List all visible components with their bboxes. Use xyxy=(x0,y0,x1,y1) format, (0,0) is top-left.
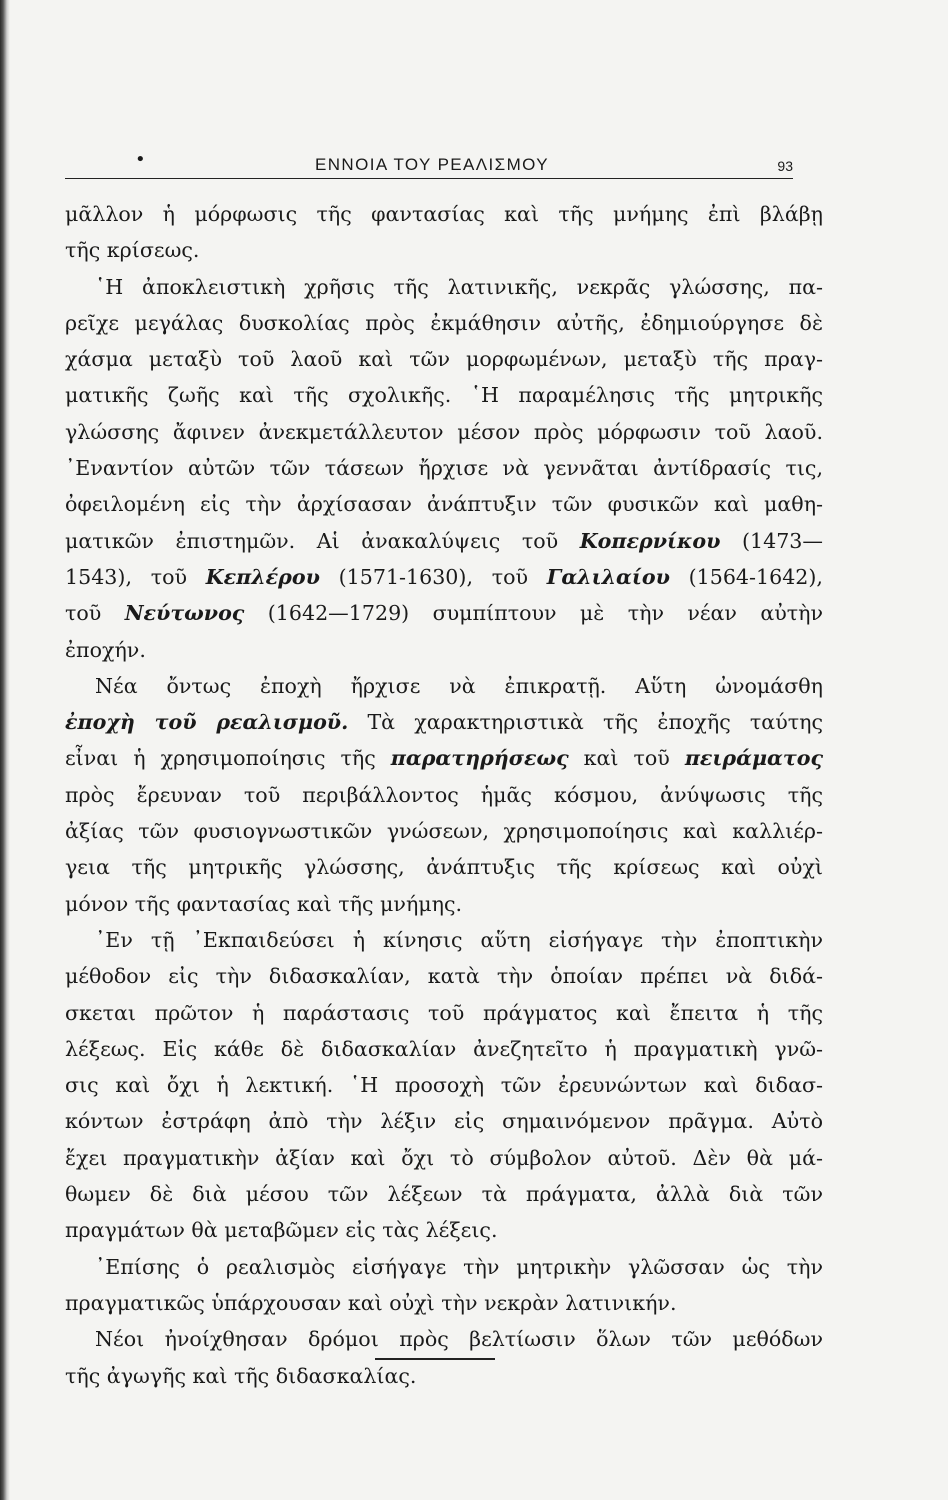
name-galileo: Γαλιλαίου xyxy=(546,564,670,589)
text-line: ᾿Εν τῇ ᾿Εκπαιδεύσει ἡ κίνησις αὕτη εἰσήγαγε τὴν ἐποπτικὴν xyxy=(95,927,823,952)
text-line: σις καὶ ὄχι ἡ λεκτική. ῾Η προσοχὴ τῶν ἐρευνώντων καὶ διδασ- xyxy=(65,1073,823,1098)
text-line: κόντων ἐστράφη ἀπὸ τὴν λέξιν εἰς σημαινόμενον πρᾶγμα. Αὐτὸ xyxy=(65,1109,823,1134)
text-line: μᾶλλον ἡ μόρφωσις τῆς φαντασίας καὶ τῆς μνήμης ἐπὶ βλάβῃ xyxy=(65,202,823,226)
text-line: λέξεως. Εἰς κάθε δὲ διδασκαλίαν ἀνεζητεῖτο ἡ πραγματικὴ γνῶ- xyxy=(65,1036,823,1061)
text-run: (1642—1729) συμπίπτουν μὲ τὴν νέαν αὐτὴν xyxy=(244,601,823,626)
text-line xyxy=(65,740,823,776)
body-text xyxy=(65,196,823,1394)
text-line: χάσμα μεταξὺ τοῦ λαοῦ καὶ τῶν μορφωμένων, μεταξὺ τῆς πραγ- xyxy=(65,347,823,372)
text-run: εἶναι ἡ χρησιμοποίησις τῆς xyxy=(65,746,391,771)
running-title: ΕΝΝΟΙΑ ΤΟΥ ΡΕΑΛΙΣΜΟΥ xyxy=(315,155,549,174)
text-line: μέθοδον εἰς τὴν διδασκαλίαν, κατὰ τὴν ὁποίαν πρέπει νὰ διδά- xyxy=(65,964,823,989)
text-line: ματικῆς ζωῆς καὶ τῆς σχολικῆς. ῾Η παραμέλησις τῆς μητρικῆς xyxy=(65,383,823,408)
text-line: ὀφειλομένη εἰς τὴν ἀρχίσασαν ἀνάπτυξιν τῶν φυσικῶν καὶ μαθη- xyxy=(65,492,823,517)
header-dot: • xyxy=(135,149,146,170)
header-rule xyxy=(65,178,793,179)
text-line xyxy=(65,595,823,631)
page-header xyxy=(65,150,793,180)
text-line: τῆς κρίσεως. xyxy=(65,238,200,263)
text-run: (1571-1630), τοῦ xyxy=(319,564,547,589)
term-observation: παρατηρήσεως xyxy=(390,746,569,771)
text-line: ἔχει πραγματικὴν ἀξίαν καὶ ὄχι τὸ σύμβολον αὐτοῦ. Δὲν θὰ μά- xyxy=(65,1145,823,1170)
text-line: ρεῖχε μεγάλας δυσκολίας πρὸς ἐκμάθησιν αὐτῆς, ἐδημιούργησε δὲ xyxy=(65,310,823,335)
text-run: (1473— xyxy=(720,528,823,553)
text-line: ἐποχήν. xyxy=(65,637,146,662)
text-line xyxy=(65,704,823,740)
text-line: γεια τῆς μητρικῆς γλώσσης, ἀνάπτυξις τῆς κρίσεως καὶ οὐχὶ xyxy=(65,855,823,880)
section-end-rule xyxy=(375,1358,495,1360)
text-run: τοῦ xyxy=(65,601,125,626)
text-line: πρὸς ἔρευναν τοῦ περιβάλλοντος ἡμᾶς κόσμου, ἀνύψωσις τῆς xyxy=(65,782,823,807)
name-kepler: Κεπλέρου xyxy=(205,564,320,589)
text-run: ματικῶν ἐπιστημῶν. Αἱ ἀνακαλύψεις τοῦ xyxy=(65,528,580,553)
text-run: καὶ τοῦ xyxy=(568,746,685,771)
text-line: ᾿Εναντίον αὐτῶν τῶν τάσεων ἤρχισε νὰ γεννᾶται ἀντίδρασίς τις, xyxy=(65,456,823,481)
text-line: ῾Η ἀποκλειστικὴ χρῆσις τῆς λατινικῆς, νεκρᾶς γλώσσης, πα- xyxy=(95,274,823,299)
text-line: τῆς ἀγωγῆς καὶ τῆς διδασκαλίας. xyxy=(65,1363,417,1388)
text-run: 1543), τοῦ xyxy=(65,564,206,589)
text-line: πραγματικῶς ὑπάρχουσαν καὶ οὐχὶ τὴν νεκρὰν λατινικήν. xyxy=(65,1290,677,1315)
text-line: Νέα ὄντως ἐποχὴ ἤρχισε νὰ ἐπικρατῇ. Αὕτη ὠνομάσθη xyxy=(95,673,823,698)
page-number: 93 xyxy=(777,158,793,174)
text-line: ᾿Επίσης ὁ ρεαλισμὸς εἰσήγαγε τὴν μητρικὴν γλῶσσαν ὡς τὴν xyxy=(95,1254,823,1279)
page-binding-edge xyxy=(0,0,10,1500)
text-line: θωμεν δὲ διὰ μέσου τῶν λέξεων τὰ πράγματα, ἀλλὰ διὰ τῶν xyxy=(65,1182,823,1207)
term-experiment: πειράματος xyxy=(684,746,823,771)
text-line: Νέοι ἠνοίχθησαν δρόμοι πρὸς βελτίωσιν ὅλων τῶν μεθόδων xyxy=(95,1327,823,1352)
name-newton: Νεύτωνος xyxy=(124,601,245,626)
name-copernicus: Κοπερνίκου xyxy=(579,528,721,553)
text-line: μόνον τῆς φαντασίας καὶ τῆς μνήμης. xyxy=(65,891,463,916)
text-run: (1564-1642), xyxy=(669,564,823,589)
text-line: πραγμάτων θὰ μεταβῶμεν εἰς τὰς λέξεις. xyxy=(65,1218,498,1243)
text-line xyxy=(65,523,823,559)
text-line: ἀξίας τῶν φυσιογνωστικῶν γνώσεων, χρησιμοποίησις καὶ καλλιέρ- xyxy=(65,819,823,844)
text-line: σκεται πρῶτον ἡ παράστασις τοῦ πράγματος καὶ ἔπειτα ἡ τῆς xyxy=(65,1000,823,1025)
term-realism-era: ἐποχὴ τοῦ ρεαλισμοῦ. xyxy=(65,710,349,735)
text-line xyxy=(65,559,823,595)
text-run: Τὰ χαρακτηριστικὰ τῆς ἐποχῆς ταύτης xyxy=(348,710,823,735)
text-line: γλώσσης ἄφινεν ἀνεκμετάλλευτον μέσον πρὸς μόρφωσιν τοῦ λαοῦ. xyxy=(65,419,823,444)
